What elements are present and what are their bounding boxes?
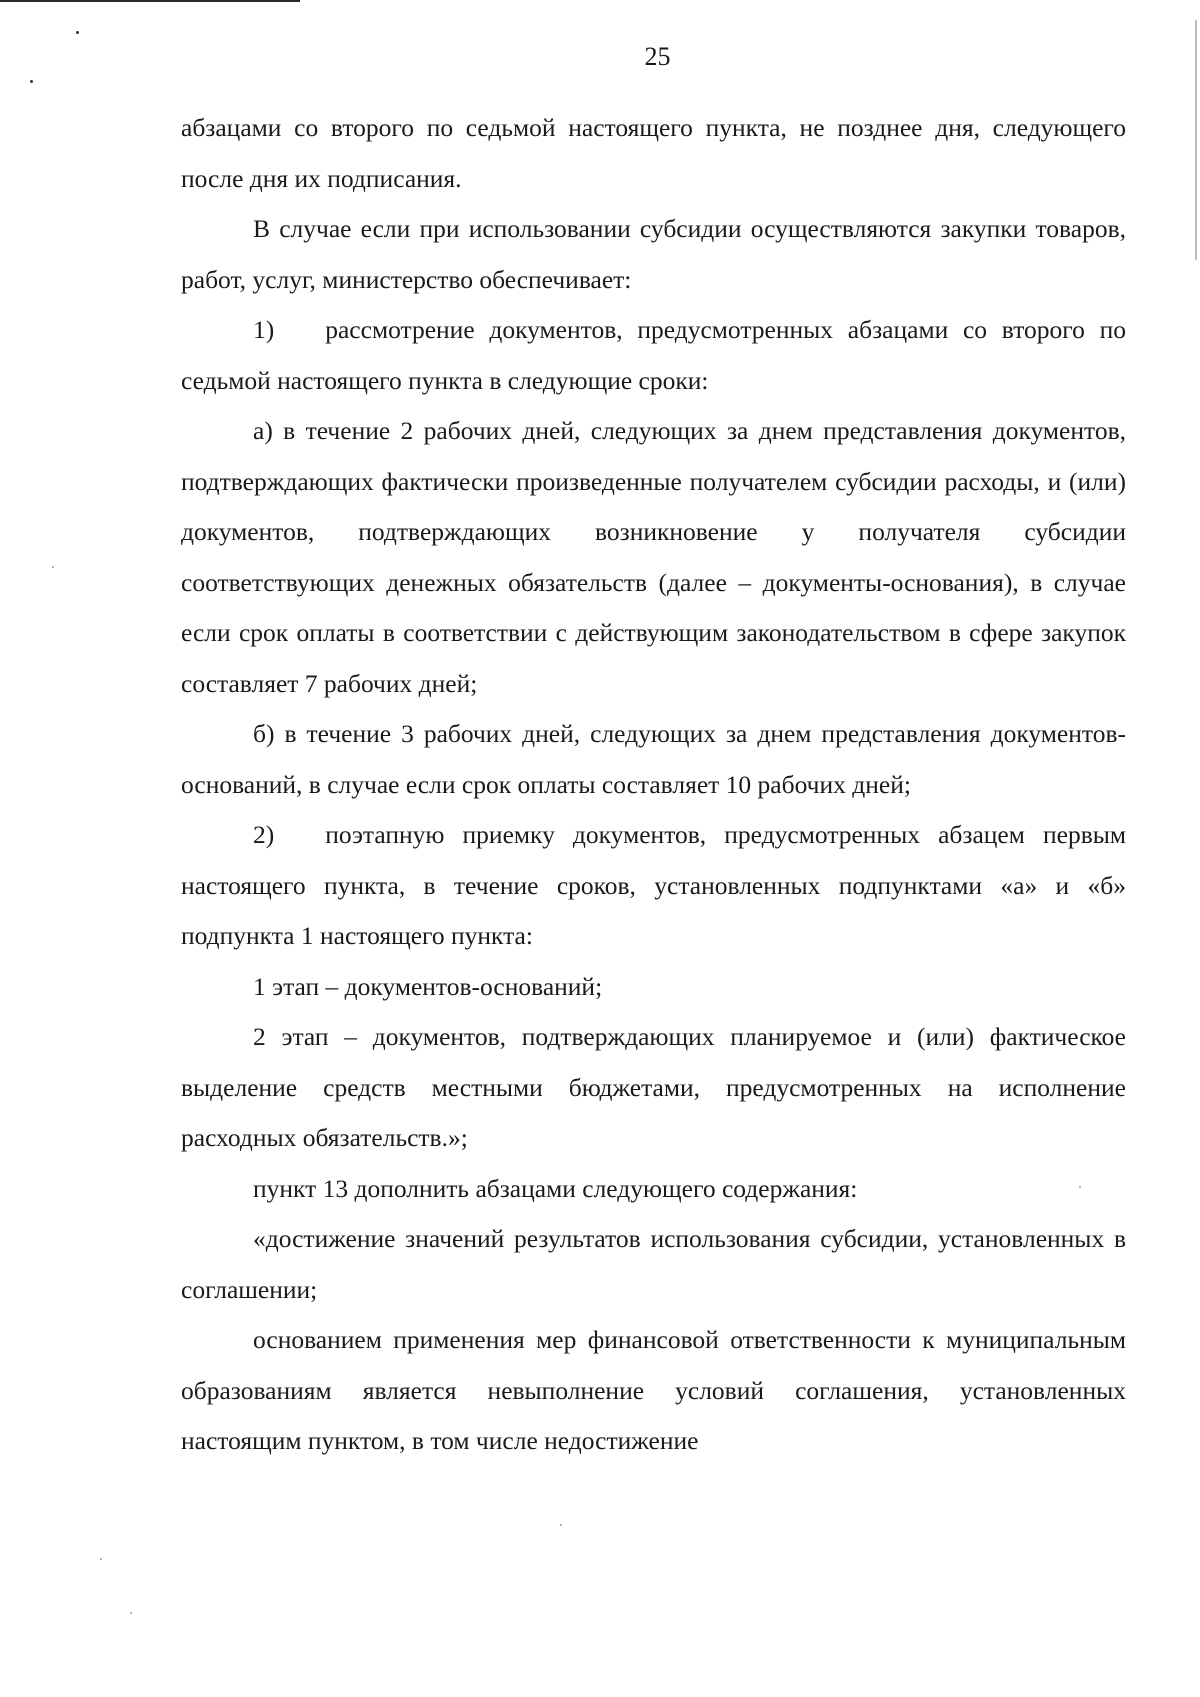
paragraph: 2) поэтапную приемку документов, предусмотренных абзацем первым настоящего пункта, в течение сроков, установленных подпунктами «а» и «б» подпункта 1 настоящего пункта: <box>181 820 1126 950</box>
scan-speck <box>560 1524 562 1526</box>
paragraph: 2 этап – документов, подтверждающих планируемое и (или) фактическое выделение средств местными бюджетами, предусмотренных на исполнение расходных обязательств.»; <box>181 1022 1126 1152</box>
paragraph: В случае если при использовании субсидии осуществляются закупки товаров, работ, услуг, министерство обеспечивает: <box>181 214 1126 294</box>
paragraph: 1 этап – документов-оснований; <box>253 971 603 1001</box>
document-body <box>181 103 1126 1467</box>
paragraph: основанием применения мер финансовой ответственности к муниципальным образованиям является невыполнение условий соглашения, установленных настоящим пунктом, в том числе недостижение <box>181 1325 1126 1455</box>
scan-speck <box>76 31 79 34</box>
paragraph: абзацами со второго по седьмой настоящего пункта, не позднее дня, следующего после дня их подписания. <box>181 113 1126 193</box>
paragraph: б) в течение 3 рабочих дней, следующих за днем представления документов-оснований, в случае если срок оплаты составляет 10 рабочих дней; <box>181 719 1126 799</box>
scan-speck <box>130 1612 132 1614</box>
scan-speck <box>52 566 54 568</box>
scan-border-top <box>0 0 300 2</box>
scan-speck <box>30 80 33 83</box>
scan-speck <box>100 1558 102 1560</box>
page-number: 25 <box>644 42 671 71</box>
paragraph: пункт 13 дополнить абзацами следующего содержания: <box>253 1173 858 1203</box>
paragraph: «достижение значений результатов использования субсидии, установленных в соглашении; <box>181 1224 1126 1304</box>
paragraph: а) в течение 2 рабочих дней, следующих за днем представления документов, подтверждающих фактически произведенные получателем субсидии расходы, и (или) документов, подтверждающих возникновение у получателя субсидии соответствующих денежных обязательств (далее – документы-основания), в случае если срок оплаты в соответствии с действующим законодательством в сфере закупок составляет 7 рабочих дней; <box>181 416 1126 698</box>
paragraph: 1) рассмотрение документов, предусмотренных абзацами со второго по седьмой настоящего пункта в следующие сроки: <box>181 315 1126 395</box>
